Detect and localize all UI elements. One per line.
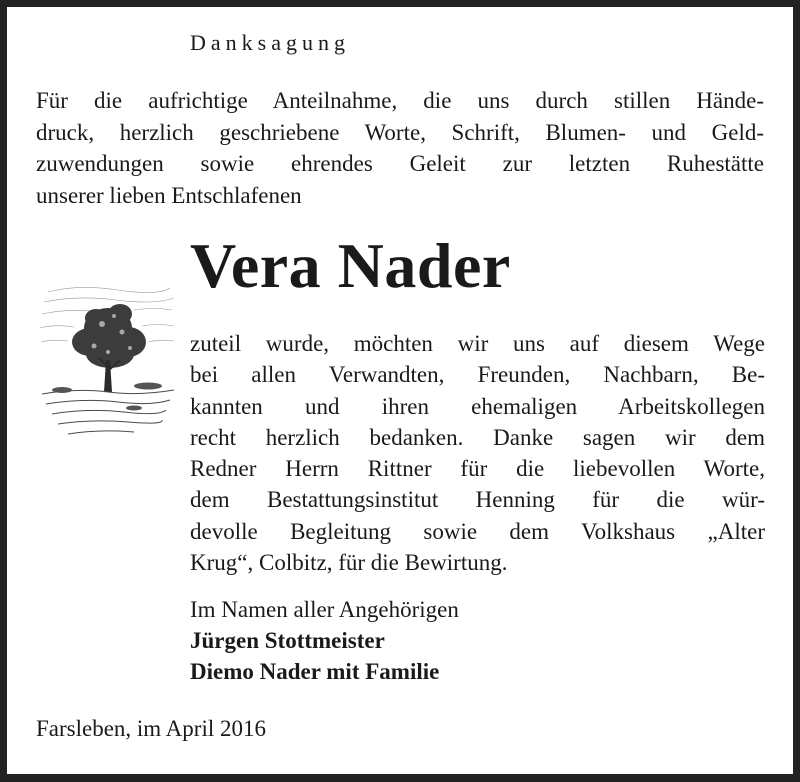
body-line: bei allen Verwandten, Freunden, Nachbarn, Be- xyxy=(190,362,765,388)
body-line: kannten und ihren ehemaligen Arbeitskollegen xyxy=(190,393,765,419)
closing-line: Im Namen aller Angehörigen xyxy=(190,597,459,622)
deceased-name: Vera Nader xyxy=(190,230,511,301)
intro-line: Für die aufrichtige Anteilnahme, die uns durch stillen Hände- xyxy=(36,88,764,113)
intro-line: unserer lieben Entschlafenen xyxy=(36,182,302,208)
intro-line: druck, herzlich geschriebene Worte, Schrift, Blumen- und Geld- xyxy=(36,119,764,145)
place-date xyxy=(36,713,266,745)
body-line: recht herzlich bedanken. Danke sagen wir dem xyxy=(190,424,765,450)
signatory-name: Diemo Nader mit Familie xyxy=(190,659,440,684)
closing-block xyxy=(190,594,459,687)
body-line: devolle Begleitung sowie dem Volkshaus „Alter xyxy=(190,518,765,544)
intro-line: zuwendungen sowie ehrendes Geleit zur letzten Ruhestätte xyxy=(36,151,764,176)
tree-icon xyxy=(38,280,176,445)
signatory-name: Jürgen Stottmeister xyxy=(190,628,385,653)
notice-heading: Danksagung xyxy=(190,30,350,55)
body-line: Krug“, Colbitz, für die Bewirtung. xyxy=(190,550,508,576)
body-line: Redner Herrn Rittner für die liebevollen Worte, xyxy=(190,456,765,482)
intro-paragraph xyxy=(36,85,764,211)
place-date-text: Farsleben, im April 2016 xyxy=(36,716,266,741)
body-line: dem Bestattungsinstitut Henning für die wür- xyxy=(190,487,765,513)
body-line: zuteil wurde, möchten wir uns auf diesem Wege xyxy=(190,331,765,356)
body-paragraph xyxy=(190,328,765,578)
